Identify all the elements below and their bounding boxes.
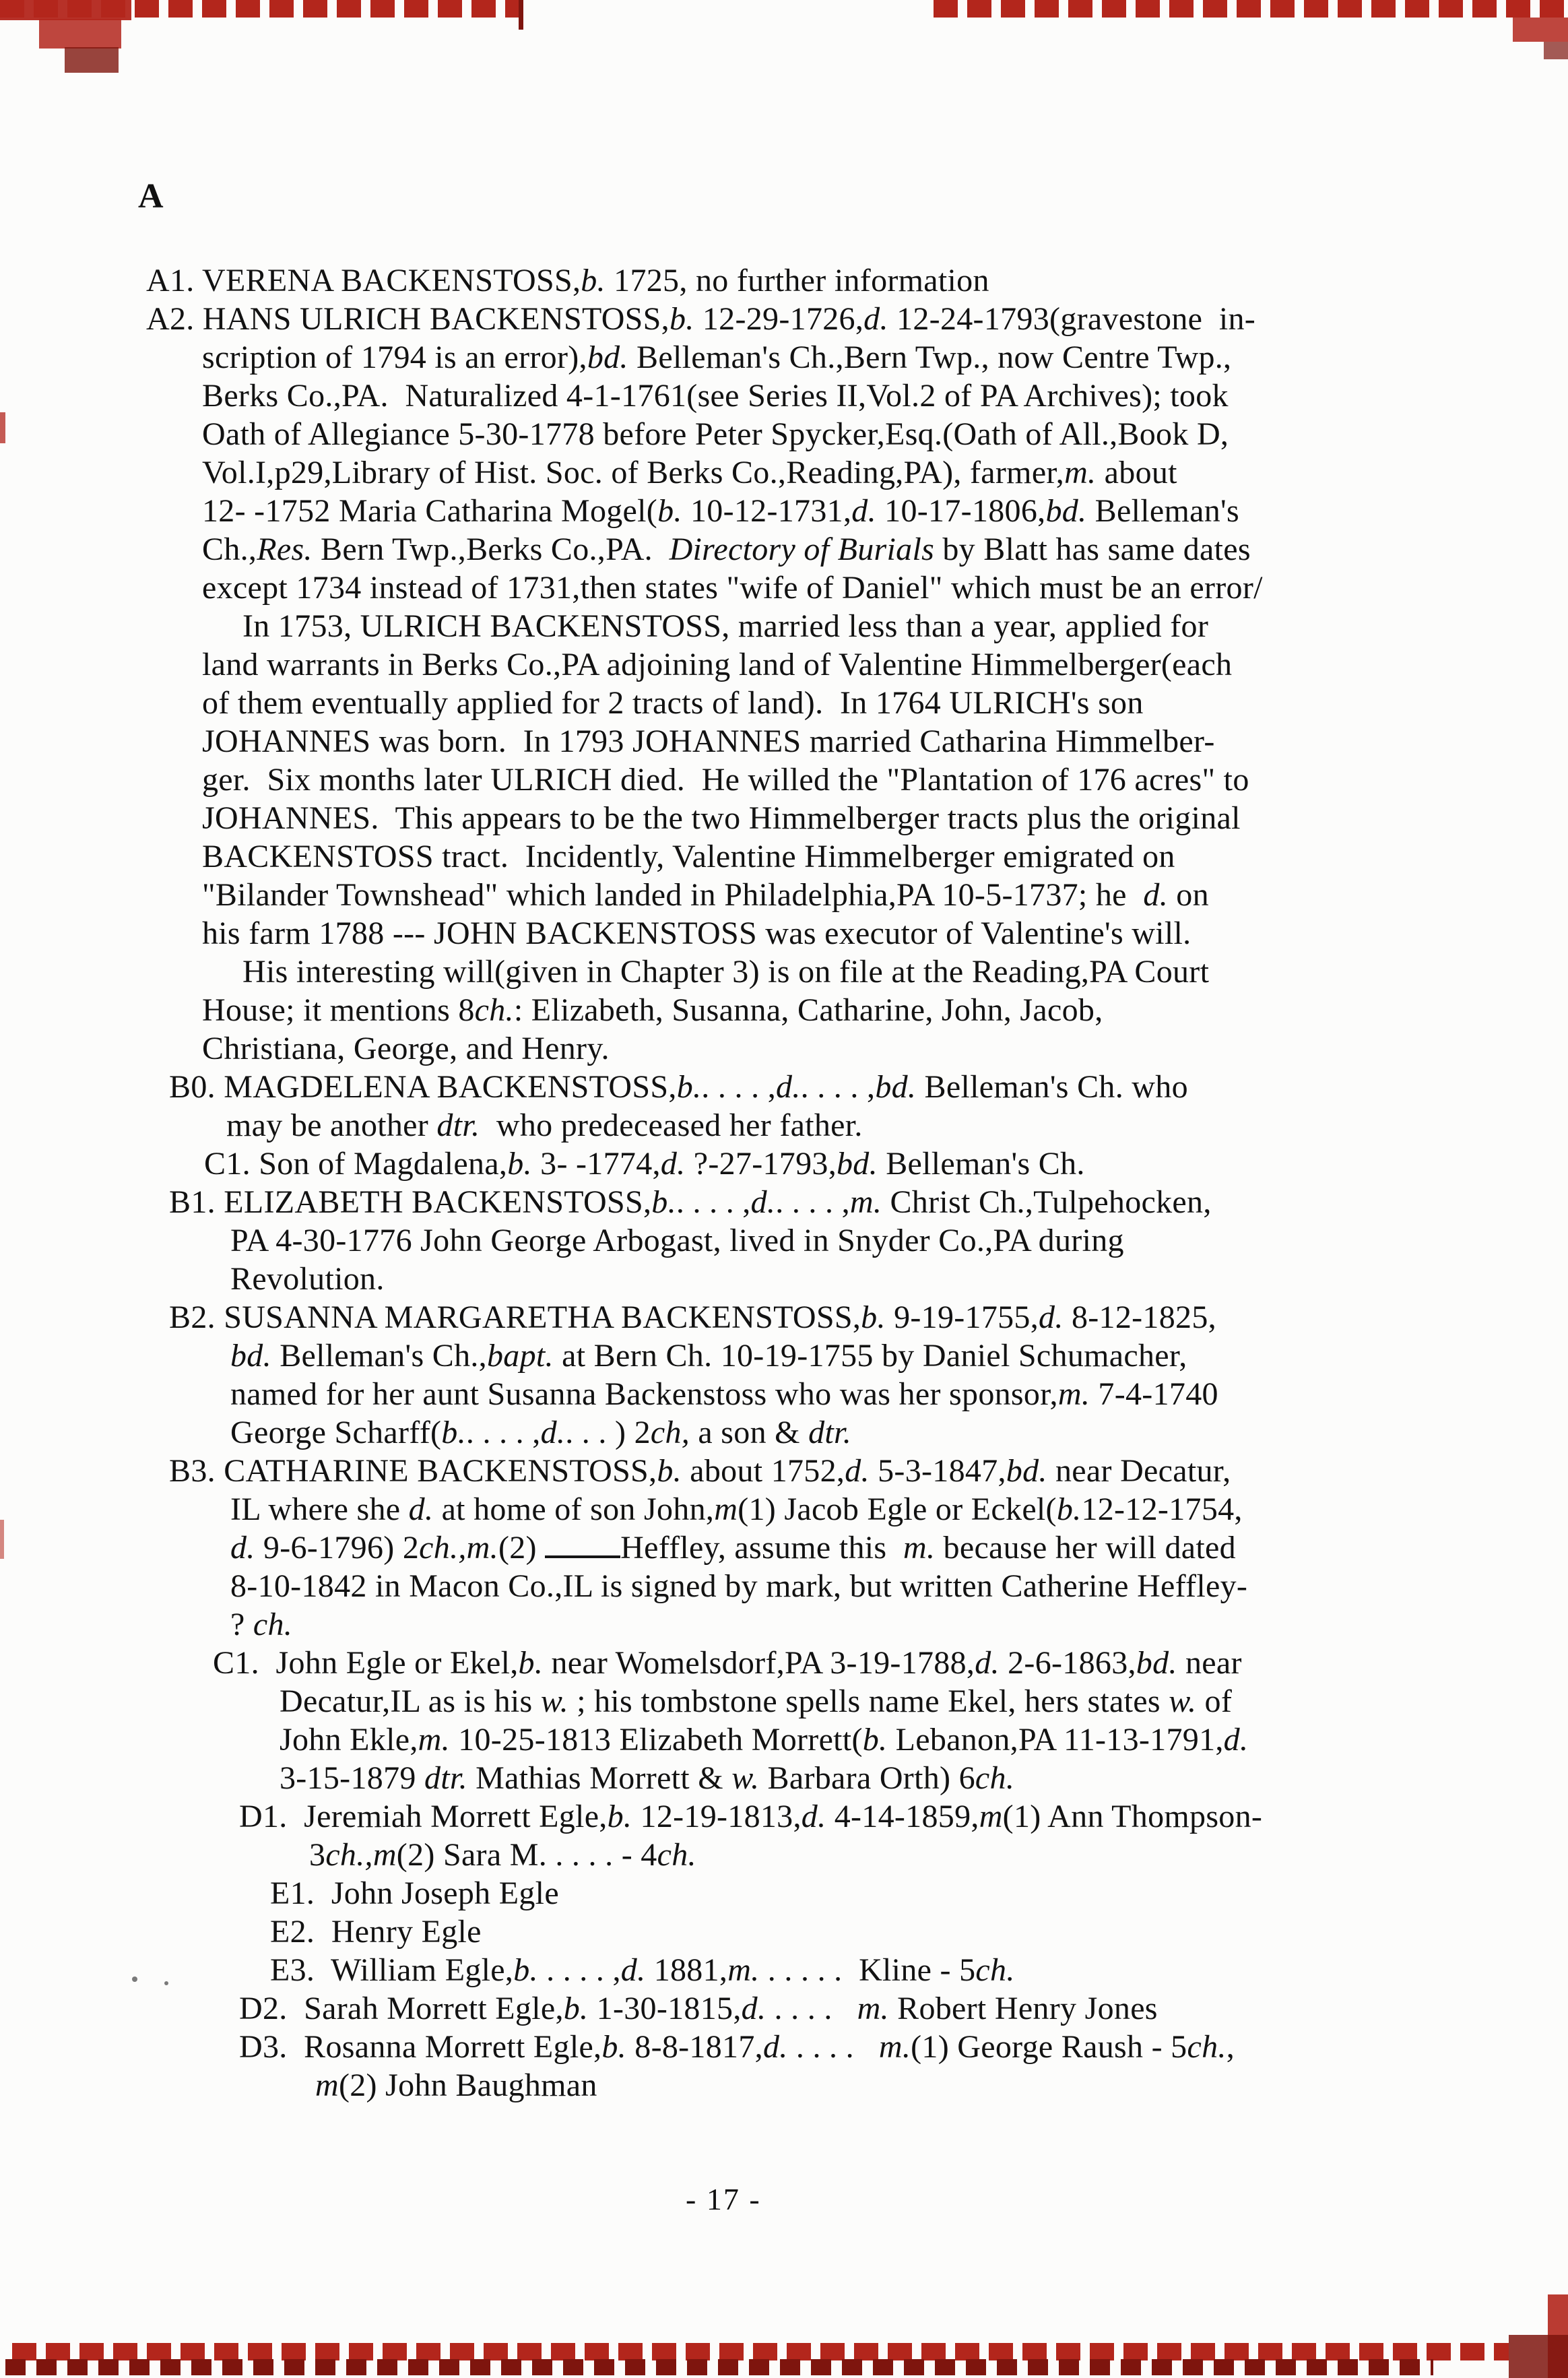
text-line: may be another dtr. who predeceased her father. — [226, 1107, 863, 1143]
text-line: 12- -1752 Maria Catharina Mogel(b. 10-12-1731,d. 10-17-1806,bd. Belleman's — [202, 493, 1239, 529]
text-line: Revolution. — [230, 1261, 385, 1297]
text-line: of them eventually applied for 2 tracts of land). In 1764 ULRICH's son — [202, 685, 1144, 721]
text-line: E2. Henry Egle — [270, 1914, 482, 1950]
text-line: named for her aunt Susanna Backenstoss who was her sponsor,m. 7-4-1740 — [230, 1376, 1218, 1412]
text-line: E1. John Joseph Egle — [270, 1875, 559, 1911]
text-line: bd. Belleman's Ch.,bapt. at Bern Ch. 10-19-1755 by Daniel Schumacher, — [230, 1338, 1187, 1374]
text-line: House; it mentions 8ch.: Elizabeth, Susanna, Catharine, John, Jacob, — [202, 992, 1103, 1028]
text-line: his farm 1788 --- JOHN BACKENSTOSS was executor of Valentine's will. — [202, 915, 1191, 951]
text-line: PA 4-30-1776 John George Arbogast, lived in Snyder Co.,PA during — [230, 1223, 1124, 1258]
text-line: B1. ELIZABETH BACKENSTOSS,b.. . . . ,d.. . . . ,m. Christ Ch.,Tulpehocken, — [169, 1184, 1212, 1220]
scan-artifact-top-left-corner-blob-2 — [39, 19, 121, 49]
text-line: BACKENSTOSS tract. Incidently, Valentine Himmelberger emigrated on — [202, 839, 1175, 874]
text-line: In 1753, ULRICH BACKENSTOSS, married less than a year, applied for — [242, 608, 1209, 644]
scan-artifact-top-middle-tick — [519, 0, 523, 30]
scan-artifact-bottom-right-streak — [1548, 2294, 1568, 2378]
section-heading: A — [138, 177, 164, 216]
text-line: D3. Rosanna Morrett Egle,b. 8-8-1817,d. . . . . m.(1) George Raush - 5ch., — [239, 2029, 1235, 2065]
text-line: John Ekle,m. 10-25-1813 Elizabeth Morrett(b. Lebanon,PA 11-13-1791,d. — [280, 1722, 1249, 1758]
text-line: "Bilander Townshead" which landed in Philadelphia,PA 10-5-1737; he d. on — [202, 877, 1209, 913]
text-line: ger. Six months later ULRICH died. He willed the "Plantation of 176 acres" to — [202, 762, 1249, 798]
text-line: D1. Jeremiah Morrett Egle,b. 12-19-1813,d. 4-14-1859,m(1) Ann Thompson- — [239, 1799, 1263, 1834]
text-line: JOHANNES was born. In 1793 JOHANNES married Catharina Himmelber- — [202, 724, 1215, 759]
text-line: A2. HANS ULRICH BACKENSTOSS,b. 12-29-1726,d. 12-24-1793(gravestone in- — [146, 301, 1256, 337]
text-line: Vol.I,p29,Library of Hist. Soc. of Berks Co.,Reading,PA), farmer,m. about — [202, 455, 1177, 490]
text-line: His interesting will(given in Chapter 3) is on file at the Reading,PA Court — [242, 954, 1210, 990]
text-line: ? ch. — [230, 1607, 293, 1642]
text-line: Oath of Allegiance 5-30-1778 before Peter Spycker,Esq.(Oath of All.,Book D, — [202, 416, 1229, 452]
text-line: C1. John Egle or Ekel,b. near Womelsdorf,PA 3-19-1788,d. 2-6-1863,bd. near — [213, 1645, 1242, 1681]
scan-artifact-top-right-blob — [1513, 18, 1568, 42]
text-line: C1. Son of Magdalena,b. 3- -1774,d. ?-27-1793,bd. Belleman's Ch. — [204, 1146, 1085, 1182]
text-line: A1. VERENA BACKENSTOSS,b. 1725, no further information — [146, 263, 989, 298]
text-line: Ch.,Res. Bern Twp.,Berks Co.,PA. Directory of Burials by Blatt has same dates — [202, 532, 1251, 567]
page-number: - 17 - — [686, 2182, 761, 2216]
text-line: JOHANNES. This appears to be the two Himmelberger tracts plus the original — [202, 800, 1241, 836]
text-line: Decatur,IL as is his w. ; his tombstone spells name Ekel, hers states w. of — [280, 1683, 1233, 1719]
text-line: d. 9-6-1796) 2ch.,m.(2) Heffley, assume this m. because her will dated — [230, 1530, 1236, 1566]
text-line: scription of 1794 is an error),bd. Belleman's Ch.,Bern Twp., now Centre Twp., — [202, 340, 1232, 375]
text-line: B3. CATHARINE BACKENSTOSS,b. about 1752,d. 5-3-1847,bd. near Decatur, — [169, 1453, 1231, 1489]
text-line: E3. William Egle,b. . . . . ,d. 1881,m. . . . . . Kline - 5ch. — [270, 1952, 1015, 1988]
scan-artifact-top-left-dash-bar — [0, 0, 520, 18]
scan-artifact-bottom-dash-bar-2 — [5, 2359, 1433, 2375]
text-line: 8-10-1842 in Macon Co.,IL is signed by mark, but written Catherine Heffley- — [230, 1568, 1248, 1604]
text-line: George Scharff(b.. . . . ,d.. . . ) 2ch, a son & dtr. — [230, 1415, 852, 1450]
text-line: B2. SUSANNA MARGARETHA BACKENSTOSS,b. 9-19-1755,d. 8-12-1825, — [169, 1299, 1216, 1335]
scan-artifact-top-right-blob-2 — [1544, 42, 1568, 59]
scan-artifact-bottom-right-blob — [1509, 2335, 1568, 2378]
scan-artifact-bottom-dash-bar — [12, 2343, 1509, 2360]
scan-artifact-top-left-corner-blob — [0, 0, 131, 20]
text-line: Berks Co.,PA. Naturalized 4-1-1761(see Series II,Vol.2 of PA Archives); took — [202, 378, 1229, 414]
text-line: except 1734 instead of 1731,then states "wife of Daniel" which must be an error/ — [202, 570, 1263, 606]
scan-artifact-top-left-corner-blob-3 — [65, 47, 119, 73]
text-line: land warrants in Berks Co.,PA adjoining land of Valentine Himmelberger(each — [202, 647, 1233, 682]
text-line: 3ch.,m(2) Sara M. . . . . - 4ch. — [309, 1837, 696, 1873]
text-line: D2. Sarah Morrett Egle,b. 1-30-1815,d. . . . . m. Robert Henry Jones — [239, 1991, 1158, 2026]
text-line: 3-15-1879 dtr. Mathias Morrett & w. Barbara Orth) 6ch. — [280, 1760, 1015, 1796]
text-line: Christiana, George, and Henry. — [202, 1031, 610, 1066]
text-line: IL where she d. at home of son John,m(1) Jacob Egle or Eckel(b.12-12-1754, — [230, 1491, 1243, 1527]
text-line: m(2) John Baughman — [315, 2067, 597, 2103]
scan-artifact-top-right-dash-bar — [934, 0, 1568, 18]
text-block — [0, 261, 1568, 2148]
text-line: B0. MAGDELENA BACKENSTOSS,b.. . . . ,d.. . . . ,bd. Belleman's Ch. who — [169, 1069, 1188, 1105]
blank-underline — [545, 1547, 620, 1558]
